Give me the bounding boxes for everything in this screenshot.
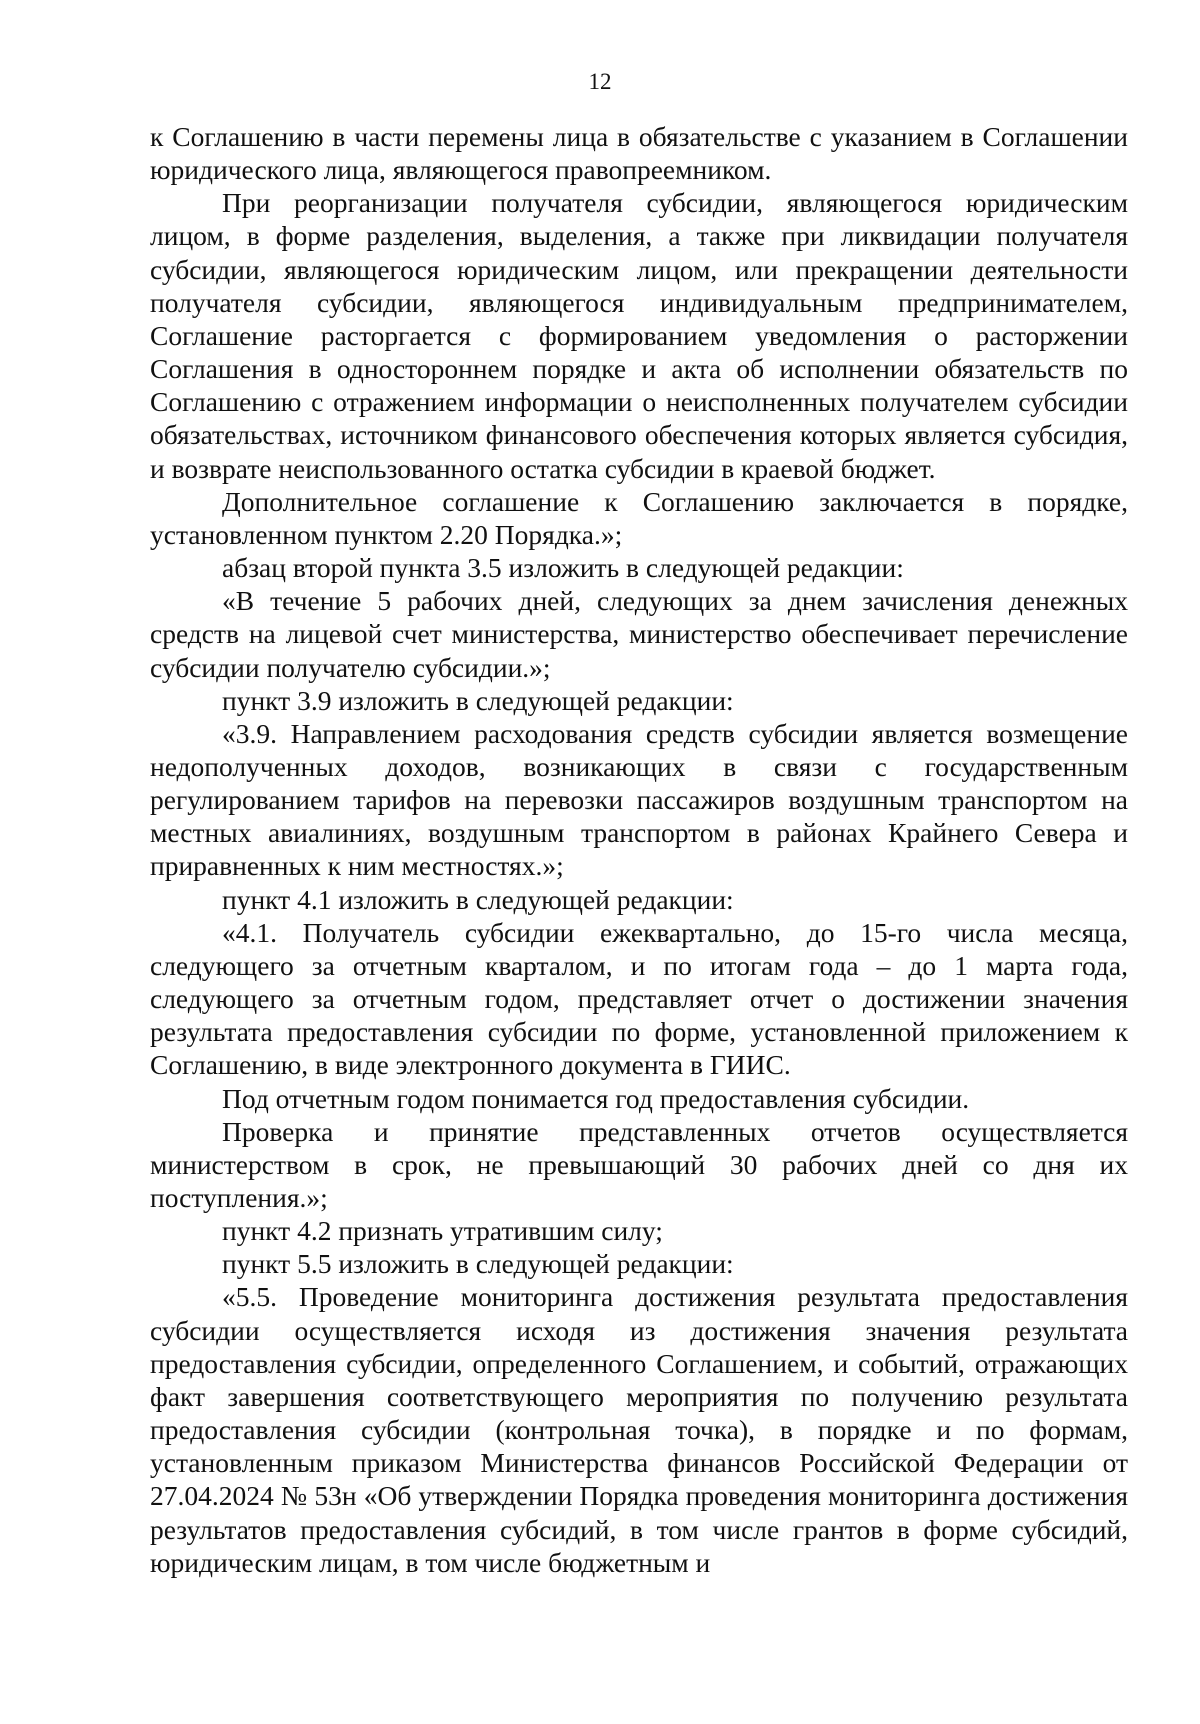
paragraph-text-5-5: «5.5. Проведение мониторинга достижения результата предоставления субсидии осуществляется исходя из достижения значения результата предоставления субсидии, определенного Соглашением, и событий, отражающих факт завершения соответствующего мероприятия по получению результата предоставления субсидии (контрольная точка), в порядке и по формам, установленным приказом Министерства финансов Российской Федерации от 27.04.2024 № 53н «Об утверждении Порядка проведения мониторинга достижения результатов предоставления субсидий, в том числе грантов в форме субсидий, юридическим лицам, в том числе бюджетным и [150, 1281, 1128, 1578]
paragraph-text-3-9: «3.9. Направлением расходования средств субсидии является возмещение недополученных доходов, возникающих в связи с государственным регулированием тарифов на перевозки пассажиров воздушным транспортом на местных авиалиниях, воздушным транспортом в районах Крайнего Севера и приравненных к ним местностях.»; [150, 717, 1128, 882]
paragraph-text-4-1: «4.1. Получатель субсидии ежеквартально, до 15-го числа месяца, следующего за отчетным кварталом, и по итогам года – до 1 марта года, следующего за отчетным годом, представляет отчет о достижении значения результата предоставления субсидии по форме, установленной приложением к Соглашению, в виде электронного документа в ГИИС. [150, 916, 1128, 1081]
paragraph-amend-3-9: пункт 3.9 изложить в следующей редакции: [222, 684, 734, 716]
paragraph-amend-5-5: пункт 5.5 изложить в следующей редакции: [222, 1248, 734, 1280]
paragraph-continuation: к Соглашению в части перемены лица в обязательстве с указанием в Соглашении юридического лица, являющегося правопреемником. [150, 121, 1128, 186]
paragraph-repeal-4-2: пункт 4.2 признать утратившим силу; [222, 1215, 663, 1247]
paragraph-amend-3-5: абзац второй пункта 3.5 изложить в следующей редакции: [222, 552, 904, 584]
paragraph-report-review: Проверка и принятие представленных отчетов осуществляется министерством в срок, не превышающий 30 рабочих дней со дня их поступления.»; [150, 1115, 1128, 1213]
paragraph-amend-4-1: пункт 4.1 изложить в следующей редакции: [222, 883, 734, 915]
paragraph-reporting-year: Под отчетным годом понимается год предоставления субсидии. [222, 1082, 970, 1114]
paragraph-text-3-5: «В течение 5 рабочих дней, следующих за днем зачисления денежных средств на лицевой счет министерства, министерство обеспечивает перечисление субсидии получателю субсидии.»; [150, 585, 1128, 683]
page-number: 12 [588, 69, 612, 94]
document-body [150, 120, 1128, 1579]
paragraph-reorganization: При реорганизации получателя субсидии, являющегося юридическим лицом, в форме разделения, выделения, а также при ликвидации получателя субсидии, являющегося юридическим лицом, или прекращении деятельности получателя субсидии, являющегося индивидуальным предпринимателем, Соглашение расторгается с формированием уведомления о расторжении Соглашения в одностороннем порядке и акта об исполнении обязательств по Соглашению с отражением информации о неисполненных получателем субсидии обязательствах, источником финансового обеспечения которых является субсидия, и возврате неиспользованного остатка субсидии в краевой бюджет. [150, 187, 1128, 484]
paragraph-additional-agreement: Дополнительное соглашение к Соглашению заключается в порядке, установленном пунктом 2.20 Порядка.»; [150, 485, 1128, 550]
